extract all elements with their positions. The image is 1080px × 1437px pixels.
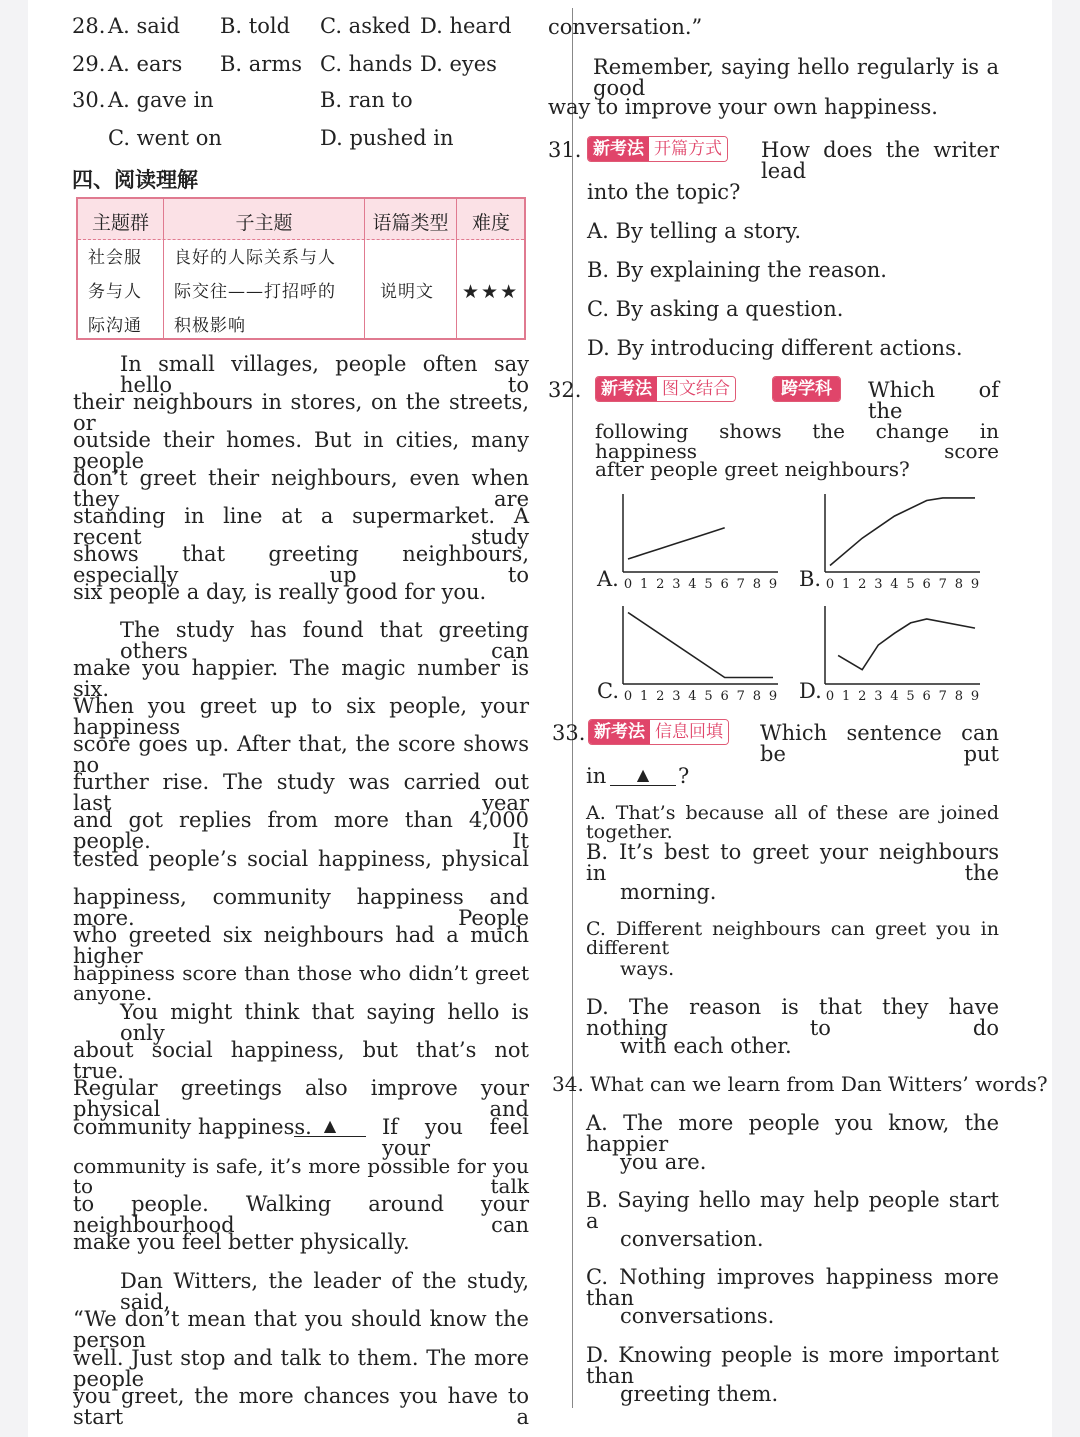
q33-option-a[interactable]: A. That’s because all of these are joined together. <box>586 802 999 843</box>
header-difficulty: 难度 <box>471 212 510 234</box>
q33-option-b-cont: morning. <box>620 880 717 904</box>
graph-tick-label: 2 <box>656 577 665 592</box>
passage-line: Dan Witters, the leader of the study, said, <box>120 1269 529 1314</box>
passage-blank[interactable]: ▲ <box>294 1114 366 1137</box>
q34-option-b[interactable]: B. Saying hello may help people start a <box>586 1188 999 1233</box>
graph-tick-label: 2 <box>858 689 867 704</box>
difficulty-stars: ★★★ <box>462 281 520 303</box>
q29-option-c[interactable]: C. hands <box>320 52 413 76</box>
graph-tick-label: 4 <box>688 689 697 704</box>
graph-tick-label: 5 <box>704 689 713 704</box>
passage-line: to people. Walking around your neighbourhood can <box>73 1192 529 1237</box>
q31-tag: 新考法 开篇方式 <box>587 136 728 162</box>
graph-series-line <box>628 528 725 559</box>
graph-series-line <box>838 619 975 670</box>
graph-tick-label: 5 <box>906 577 915 592</box>
graph-tick-label: 3 <box>874 689 883 704</box>
q32-stem-cont: following shows the change in happiness score <box>595 419 999 463</box>
q30-option-d[interactable]: D. pushed in <box>320 126 454 150</box>
q28-option-c[interactable]: C. asked <box>320 14 411 38</box>
passage-line: “We don’t mean that you should know the person <box>73 1307 529 1352</box>
q33-option-c-cont: ways. <box>620 958 675 980</box>
passage-info-table <box>76 197 526 340</box>
passage-line: The study has found that greeting others can <box>120 618 529 663</box>
theme-line-1: 社会服 <box>88 248 142 268</box>
q34-option-d-cont: greeting them. <box>620 1382 779 1406</box>
graph-tick-label: 7 <box>938 577 947 592</box>
q32-number: 32. <box>548 378 582 402</box>
q33-stem-end: ? <box>678 764 690 788</box>
graph-b <box>820 492 988 592</box>
graph-d <box>820 604 988 704</box>
q29-option-b[interactable]: B. arms <box>220 52 303 76</box>
theme-line-2: 务与人 <box>88 282 142 302</box>
graph-tick-label: 6 <box>720 689 729 704</box>
graph-tick-label: 4 <box>890 577 899 592</box>
q34-option-d[interactable]: D. Knowing people is more important than <box>586 1343 999 1388</box>
subtheme-line-1: 良好的人际关系与人 <box>174 248 336 268</box>
theme-line-3: 际沟通 <box>88 316 142 336</box>
q32-tag: 新考法 图文结合 <box>595 376 736 402</box>
graph-tick-label: 0 <box>623 689 633 704</box>
graph-a <box>618 492 786 592</box>
passage-line: make you happier. The magic number is six. <box>73 656 529 701</box>
graph-tick-label: 4 <box>688 577 697 592</box>
subtheme-line-2: 际交往——打招呼的 <box>174 282 336 302</box>
q33-stem-in: in <box>586 764 607 788</box>
header-theme: 主题群 <box>91 212 149 234</box>
passage-line: outside their homes. But in cities, many people <box>73 428 529 473</box>
graph-tick-label: 8 <box>752 577 762 592</box>
graph-tick-label: 7 <box>736 577 745 592</box>
graph-tick-label: 1 <box>639 689 649 704</box>
q31-option-a[interactable]: A. By telling a story. <box>587 219 801 243</box>
passage-line: Regular greetings also improve your physical and <box>73 1076 529 1121</box>
header-genre: 语篇类型 <box>372 212 449 234</box>
graph-c-label[interactable]: C. <box>597 679 619 703</box>
q34-option-a-cont: you are. <box>620 1150 707 1174</box>
q29-option-d[interactable]: D. eyes <box>420 52 497 76</box>
q33-number: 33. <box>552 721 586 745</box>
graph-tick-label: 2 <box>656 689 665 704</box>
graph-tick-label: 0 <box>825 689 835 704</box>
q32-tag-interdisciplinary: 跨学科 <box>772 376 841 402</box>
q33-option-d[interactable]: D. The reason is that they have nothing to do <box>586 995 999 1040</box>
q29-number: 29. <box>72 52 106 76</box>
passage-line: standing in line at a supermarket. A recent study <box>73 504 529 549</box>
q30-option-c[interactable]: C. went on <box>108 126 222 150</box>
q34-stem: 34. What can we learn from Dan Witters’ words? <box>552 1072 1048 1096</box>
passage-line: When you greet up to six people, your happiness <box>73 694 529 739</box>
graph-series-line <box>830 498 975 566</box>
q30-number: 30. <box>72 88 106 112</box>
passage-line: score goes up. After that, the score shows no <box>73 732 529 777</box>
passage-line: You might think that saying hello is only <box>120 1000 529 1045</box>
passage-line: community is safe, it’s more possible for you to talk <box>73 1154 529 1198</box>
header-subtheme: 子主题 <box>235 212 293 234</box>
q33-stem: Which sentence can be put <box>760 721 999 766</box>
graph-tick-label: 7 <box>938 689 947 704</box>
q33-option-d-cont: with each other. <box>620 1034 792 1058</box>
graph-tick-label: 7 <box>736 689 745 704</box>
passage-line: about social happiness, but that’s not true. <box>73 1038 529 1083</box>
q31-option-d[interactable]: D. By introducing different actions. <box>587 336 963 360</box>
q33-blank[interactable]: ▲ <box>610 763 676 786</box>
graph-tick-label: 3 <box>672 689 681 704</box>
passage-line: you greet, the more chances you have to start a <box>73 1384 529 1429</box>
passage-line: If you feel your <box>382 1115 529 1160</box>
q31-stem-cont: into the topic? <box>587 180 741 204</box>
section-title: 四、阅读理解 <box>72 168 198 192</box>
passage-line: who greeted six neighbours had a much higher <box>73 923 529 968</box>
graph-c <box>618 604 786 704</box>
q31-option-b[interactable]: B. By explaining the reason. <box>587 258 887 282</box>
q33-tag: 新考法 信息回填 <box>588 719 729 745</box>
q30-option-a[interactable]: A. gave in <box>108 88 214 112</box>
passage-line: In small villages, people often say hello to <box>120 352 529 397</box>
q28-option-b[interactable]: B. told <box>220 14 291 38</box>
q31-stem: How does the writer lead <box>761 138 999 183</box>
graph-tick-label: 6 <box>922 689 931 704</box>
graph-tick-label: 3 <box>874 577 883 592</box>
q32-stem: Which of the <box>868 378 999 423</box>
graph-tick-label: 1 <box>841 689 851 704</box>
q34-option-c-cont: conversations. <box>620 1304 775 1328</box>
genre-value: 说明文 <box>380 282 434 302</box>
graph-tick-label: 8 <box>954 689 964 704</box>
passage-line: make you feel better physically. <box>73 1230 410 1254</box>
graph-tick-label: 1 <box>841 577 851 592</box>
graph-tick-label: 5 <box>906 689 915 704</box>
graph-tick-label: 0 <box>623 577 633 592</box>
graph-tick-label: 0 <box>825 577 835 592</box>
q28-option-d[interactable]: D. heard <box>420 14 512 38</box>
graph-tick-label: 5 <box>704 577 713 592</box>
graph-tick-label: 1 <box>639 577 649 592</box>
graph-tick-label: 6 <box>922 577 931 592</box>
graph-series-line <box>628 613 773 678</box>
graph-tick-label: 9 <box>768 689 778 704</box>
graph-tick-label: 9 <box>970 577 980 592</box>
passage-line: happiness, community happiness and more. People <box>73 885 529 930</box>
q34-option-b-cont: conversation. <box>620 1227 764 1251</box>
passage-line: conversation.” <box>548 15 703 39</box>
q34-option-c[interactable]: C. Nothing improves happiness more than <box>586 1265 999 1310</box>
q32-stem-cont-2: after people greet neighbours? <box>595 457 910 481</box>
passage-line: their neighbours in stores, on the streets, or <box>73 390 529 435</box>
passage-line: way to improve your own happiness. <box>548 95 938 119</box>
graph-tick-label: 6 <box>720 577 729 592</box>
passage-line: shows that greeting neighbours, especially up to <box>73 542 529 587</box>
q29-option-a[interactable]: A. ears <box>108 52 183 76</box>
graph-tick-label: 9 <box>970 689 980 704</box>
graph-b-label[interactable]: B. <box>799 567 822 591</box>
passage-line: Remember, saying hello regularly is a good <box>593 55 999 100</box>
passage-line: happiness score than those who didn’t greet anyone. <box>73 961 529 1005</box>
graph-a-label[interactable]: A. <box>597 567 619 591</box>
passage-line: don’t greet their neighbours, even when they are <box>73 466 529 511</box>
q33-option-c[interactable]: C. Different neighbours can greet you in different <box>586 918 999 959</box>
q31-number: 31. <box>548 138 582 162</box>
graph-tick-label: 8 <box>954 577 964 592</box>
passage-line: community happiness. <box>73 1115 312 1139</box>
passage-line: further rise. The study was carried out last year <box>73 770 529 815</box>
passage-line: well. Just stop and talk to them. The more people <box>73 1346 529 1391</box>
q28-number: 28. <box>72 14 106 38</box>
graph-tick-label: 9 <box>768 577 778 592</box>
graph-tick-label: 3 <box>672 577 681 592</box>
q33-option-b[interactable]: B. It’s best to greet your neighbours in the <box>586 840 999 885</box>
q31-option-c[interactable]: C. By asking a question. <box>587 297 844 321</box>
passage-line: six people a day, is really good for you. <box>73 580 487 604</box>
column-divider <box>572 8 573 1408</box>
passage-line: tested people’s social happiness, physical <box>73 847 529 871</box>
graph-tick-label: 2 <box>858 577 867 592</box>
graph-tick-label: 4 <box>890 689 899 704</box>
q30-option-b[interactable]: B. ran to <box>320 88 413 112</box>
graph-d-label[interactable]: D. <box>799 679 822 703</box>
q28-option-a[interactable]: A. said <box>108 14 180 38</box>
passage-line: and got replies from more than 4,000 people. It <box>73 808 529 853</box>
graph-tick-label: 8 <box>752 689 762 704</box>
subtheme-line-3: 积极影响 <box>174 316 246 336</box>
q34-option-a[interactable]: A. The more people you know, the happier <box>586 1111 999 1156</box>
